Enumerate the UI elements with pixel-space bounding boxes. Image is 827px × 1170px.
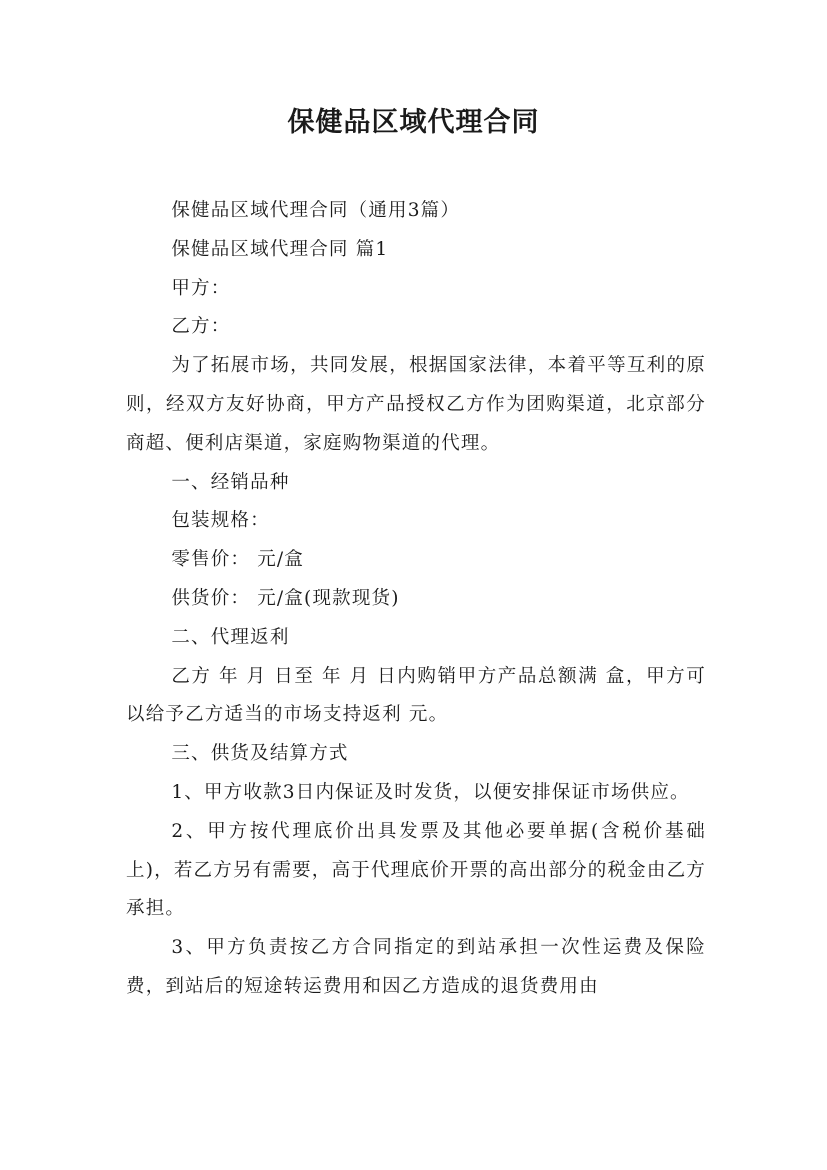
clause-heading-1: 一、经销品种 (171, 471, 290, 493)
clause-heading-3: 三、供货及结算方式 (171, 743, 349, 765)
clause-heading-2: 二、代理返利 (171, 626, 290, 648)
intro-paragraph: 为了拓展市场，共同发展，根据国家法律，本着平等互利的原则，经双方友好协商，甲方产品授权乙方作为团购渠道，北京部分商超、便利店渠道，家庭购物渠道的代理。 (126, 355, 706, 454)
subtitle-paragraph: 保健品区域代理合同（通用3篇） (171, 200, 461, 221)
retail-price-line: 零售价： 元/盒 (171, 549, 305, 571)
document-title: 保健品区域代理合同 (287, 107, 540, 138)
party-b-line: 乙方： (171, 316, 231, 338)
party-a-line: 甲方： (171, 277, 231, 299)
supply-item-2: 2、甲方按代理底价出具发票及其他必要单据(含税价基础上)，若乙方另有需要，高于代理底价开票的高出部分的税金由乙方承担。 (126, 820, 706, 920)
rebate-paragraph: 乙方 年 月 日至 年 月 日内购销甲方产品总额满 盒，甲方可以给予乙方适当的市场支持返利 元。 (126, 665, 706, 726)
section-heading-part-1: 保健品区域代理合同 篇1 (171, 238, 389, 260)
supply-item-1: 1、甲方收款3日内保证及时发货，以便安排保证市场供应。 (171, 781, 690, 803)
supply-item-3: 3、甲方负责按乙方合同指定的到站承担一次性运费及保险费，到站后的短途转运费用和因乙方造成的退货费用由 (126, 937, 706, 997)
packaging-spec-line: 包装规格： (171, 510, 270, 532)
supply-price-line: 供货价： 元/盒(现款现货) (171, 587, 400, 609)
document-body (126, 192, 706, 1007)
